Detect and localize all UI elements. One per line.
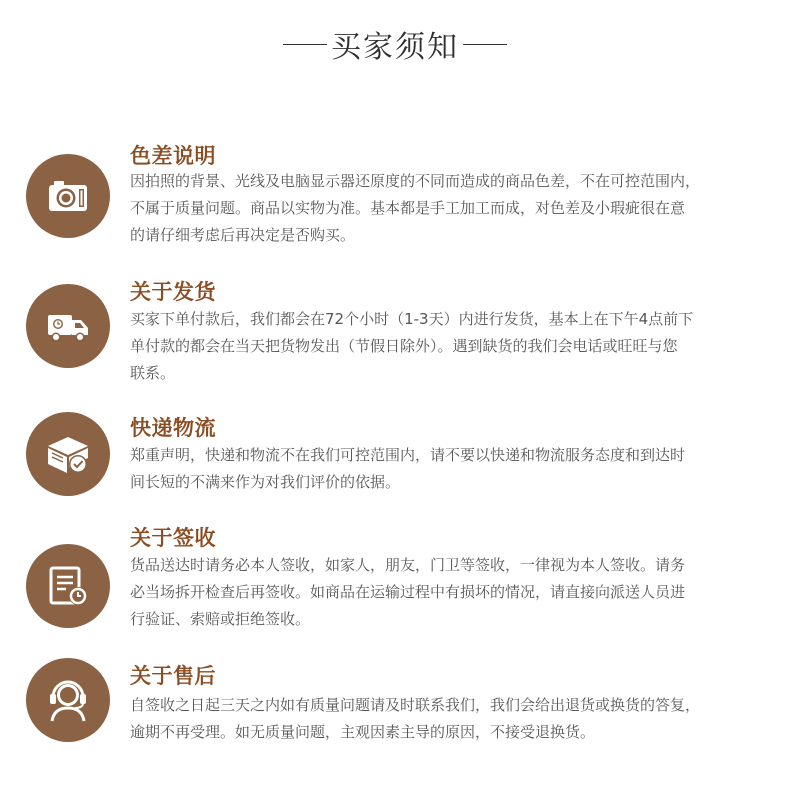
section-line: 郑重声明，快递和物流不在我们可控范围内，请不要以快递和物流服务态度和到达时: [130, 446, 686, 464]
section-line: 单付款的都会在当天把货物发出（节假日除外）。遇到缺货的我们会电话或旺旺与您: [130, 337, 678, 355]
page-title: 买家须知: [331, 30, 459, 65]
section-body: [130, 168, 770, 249]
section-title: 色差说明: [130, 144, 216, 168]
section-title: 关于发货: [130, 280, 216, 304]
section-title: 关于售后: [130, 664, 216, 688]
section-line: 逾期不再受理。如无质量问题，主观因素主导的原因，不接受退换货。: [130, 723, 596, 741]
section-body: [130, 552, 770, 633]
section-body: [130, 692, 770, 746]
section-line: 联系。: [130, 364, 176, 382]
section-line: 的请仔细考虑后再决定是否购买。: [130, 226, 356, 244]
section-title: 关于签收: [130, 526, 216, 550]
camera-icon: [26, 154, 110, 238]
section-line: 买家下单付款后，我们都会在72个小时（1-3天）内进行发货，基本上在下午4点前下: [130, 310, 694, 328]
section-body: [130, 442, 770, 496]
title-right-dash: [463, 44, 507, 45]
customer-service-headset-icon: [26, 658, 110, 742]
section-line: 因拍照的背景、光线及电脑显示器还原度的不同而造成的商品色差，不在可控范围内，: [130, 172, 701, 190]
delivery-truck-icon: [26, 284, 110, 368]
section-line: 必当场拆开检查后再签收。如商品在运输过程中有损坏的情况，请直接向派送人员进: [130, 583, 686, 601]
section-line: 货品送达时请务必本人签收，如家人，朋友，门卫等签收，一律视为本人签收。请务: [130, 556, 686, 574]
section-line: 不属于质量问题。商品以实物为准。基本都是手工加工而成，对色差及小瑕疵很在意: [130, 199, 686, 217]
document-clock-icon: [26, 544, 110, 628]
section-line: 自签收之日起三天之内如有质量问题请及时联系我们，我们会给出退货或换货的答复，: [130, 696, 701, 714]
section-title: 快递物流: [130, 416, 216, 440]
page-header: [0, 24, 790, 64]
section-line: 行验证、索赔或拒绝签收。: [130, 610, 311, 628]
section-line: 间长短的不满来作为对我们评价的依据。: [130, 473, 401, 491]
section-body: [130, 306, 770, 387]
title-left-dash: [283, 44, 327, 45]
package-check-icon: [26, 412, 110, 496]
